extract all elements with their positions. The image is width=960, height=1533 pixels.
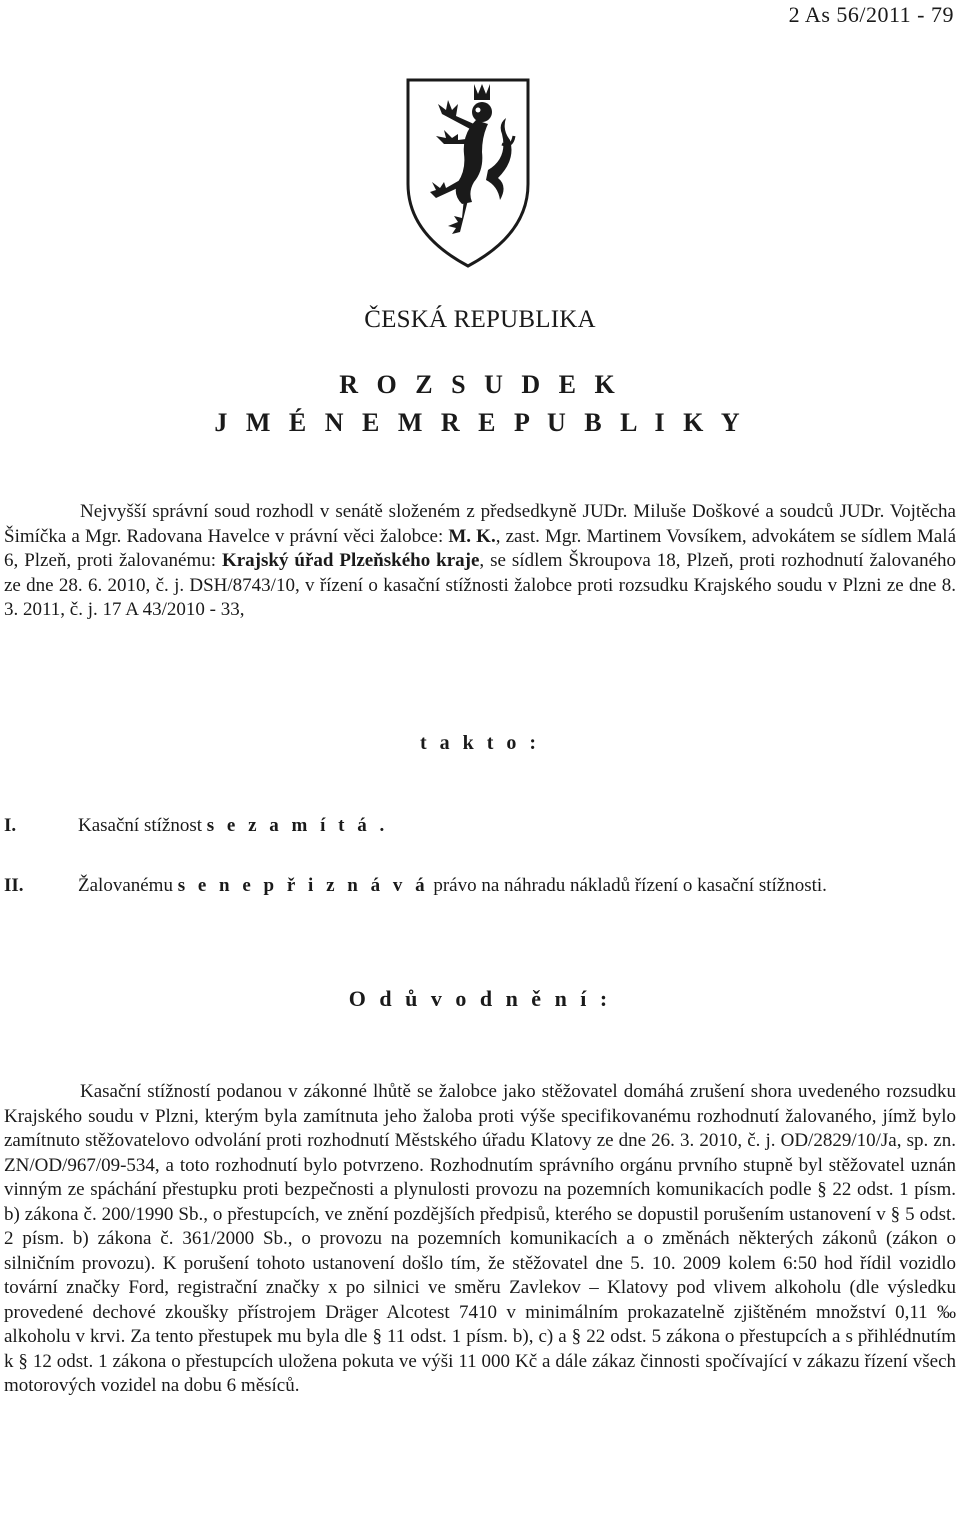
takto-heading: t a k t o : (419, 732, 541, 754)
defendant-name: Krajský úřad Plzeňského kraje (221, 550, 480, 571)
republic-heading: ČESKÁ REPUBLIKA (364, 306, 596, 333)
verdict-item-2-lead: Žalovanému (78, 875, 178, 896)
czech-lion-coat-of-arms-icon (402, 74, 534, 270)
verdict-item-1-spaced: s e z a m í t á . (206, 815, 389, 836)
reasoning-heading: O d ů v o d n ě n í : (348, 986, 612, 1011)
intro-paragraph (4, 500, 956, 623)
verdict-item-2-spaced: s e n e p ř i z n á v á (177, 875, 429, 896)
verdict-item-2-number: II. (4, 875, 24, 896)
intro-text-1: Nejvyšší správní soud rozhodl v senátě složeném z předsedkyně JUDr. Miluše Doškové a soudců JUDr. Vojtěcha Šimíčka a Mgr. Radovana Havelce v právní věci žalobce: (4, 501, 956, 547)
in-name-of-republic-heading: J M É N E M R E P U B L I K Y (214, 408, 746, 437)
judgment-heading: R O Z S U D E K (339, 370, 621, 399)
intro-text-2: , zast. Mgr. Martinem Vovsíkem, advokátem se sídlem Malá 6, Plzeň, proti žalovanému: (4, 525, 956, 571)
verdict-item-2-text (78, 874, 956, 899)
verdict-item-1-lead: Kasační stížnost (78, 815, 207, 836)
case-number: 2 As 56/2011 - 79 (788, 2, 954, 27)
plaintiff-name: M. K. (448, 525, 496, 547)
intro-text-3: , se sídlem Škroupova 18, Plzeň, proti rozhodnutí žalovaného ze dne 28. 6. 2010, č. j. DSH/8743/10, v řízení o kasační stížnosti žalobce proti rozsudku Krajského soudu v Plzni ze dne 8. 3. 2011, č. j. 17 A 43/2010 - 33, (4, 550, 956, 620)
verdict-item-2-tail: právo na náhradu nákladů řízení o kasační stížnosti. (428, 875, 827, 896)
verdict-item-1-text (78, 814, 956, 839)
verdict-item-1-number: I. (4, 815, 17, 836)
reasoning-paragraph: Kasační stížností podanou v zákonné lhůtě se žalobce jako stěžovatel domáhá zrušení shora uvedeného rozsudku Krajského soudu v Plzni, kterým byla zamítnuta jeho žaloba proti výše specifikovanému rozhodnutí žalovaného, jímž bylo zamítnuto stěžovatelovo odvolání proti rozhodnutí Městského úřadu Klatovy ze dne 26. 3. 2010, č. j. OD/2829/10/Ja, sp. zn. ZN/OD/967/09-534, a toto rozhodnutí bylo potvrzeno. Rozhodnutím správního orgánu prvního stupně byl stěžovatel uznán vinným ze spáchání přestupku proti bezpečnosti a plynulosti provozu na pozemních komunikacích podle § 22 odst. 1 písm. b) zákona č. 200/1990 Sb., o přestupcích, ve znění pozdějších předpisů, kterého se dopustil porušením ustanovení v § 5 odst. 2 písm. b) zákona č. 361/2000 Sb., o provozu na pozemních komunikacích a o změnách některých zákonů (zákon o silničním provozu). K porušení tohoto ustanovení došlo tím, že stěžovatel dne 5. 10. 2009 kolem 6:50 hod řídil vozidlo tovární značky Ford, registrační značky x po silnici ve směru Zavlekov – Klatovy pod vlivem alkoholu (dle výsledku provedené dechové zkoušky přístrojem Dräger Alcotest 7410 v minimálním prokazatelně zjištěném množství 0,11 ‰ alkoholu v krvi. Za tento přestupek mu byla dle § 11 odst. 1 písm. b), c) a § 22 odst. 5 zákona o přestupcích a s přihlédnutím k § 12 odst. 1 zákona o přestupcích uložena pokuta ve výši 11 000 Kč a dále zákaz činnosti spočívající v zákazu řízení všech motorových vozidel na dobu 6 měsíců. (4, 1081, 956, 1396)
